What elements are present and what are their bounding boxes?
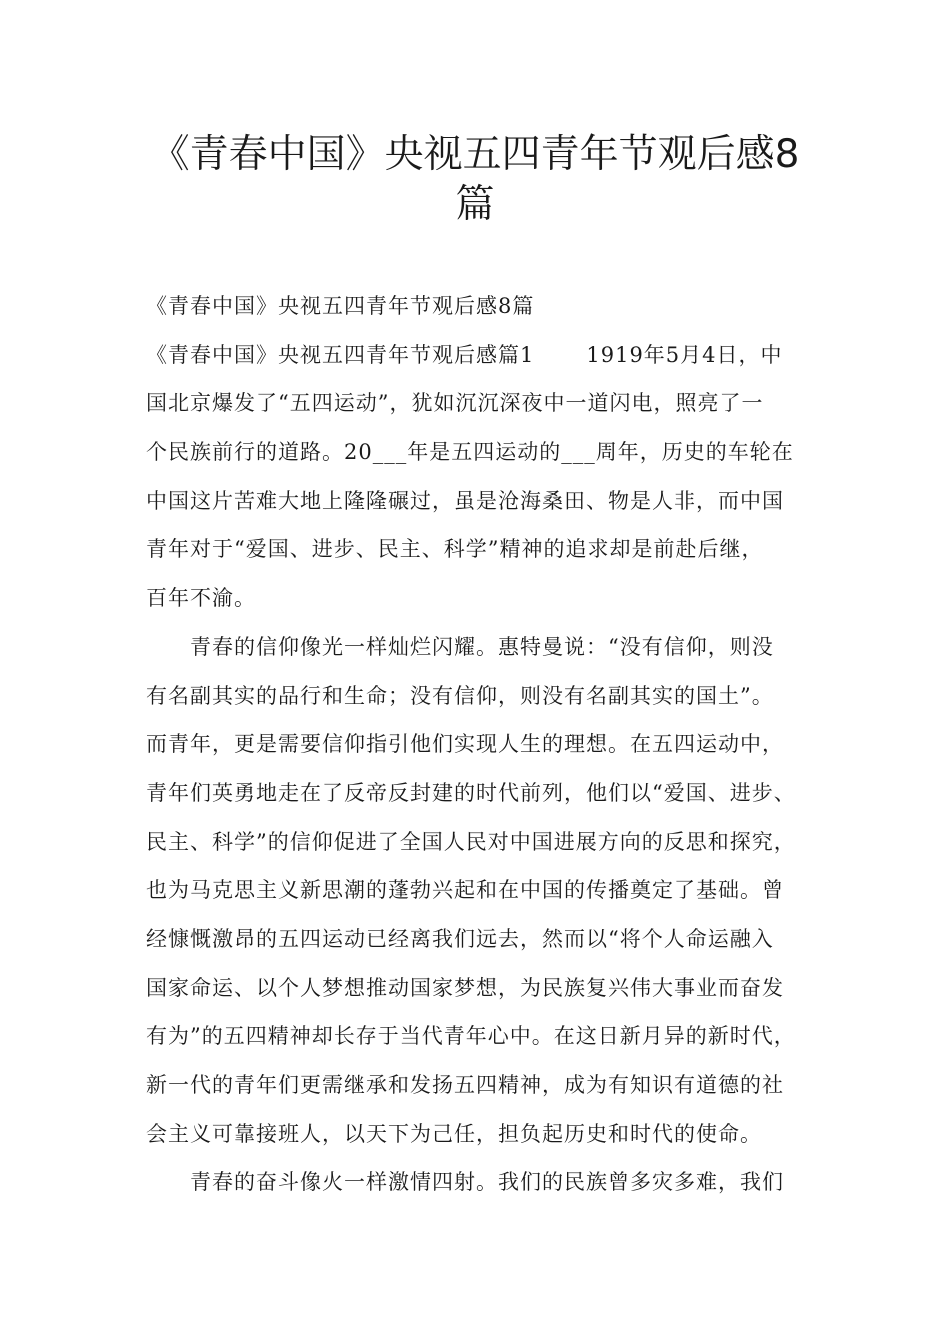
paragraph-line: 青年们英勇地走在了反帝反封建的时代前列，他们以“爱国、进步、 xyxy=(146,780,796,805)
paragraph-line: 而青年，更是需要信仰指引他们实现人生的理想。在五四运动中， xyxy=(146,732,784,757)
paragraph-line: 国家命运、以个人梦想推动国家梦想，为民族复兴伟大事业而奋发 xyxy=(146,975,784,1000)
paragraph-1-line-1-text: 1919年5月4日，中 xyxy=(586,342,783,367)
section-heading: 《青春中国》央视五四青年节观后感篇1 xyxy=(146,342,535,367)
paragraph-line: 有为”的五四精神却长存于当代青年心中。在这日新月异的新时代， xyxy=(146,1024,796,1049)
title-line-1: 《青春中国》央视五四青年节观后感8 xyxy=(150,132,800,177)
paragraph-line: 也为马克思主义新思潮的蓬勃兴起和在中国的传播奠定了基础。曾 xyxy=(146,878,784,903)
paragraph-line: 中国这片苦难大地上隆隆碾过，虽是沧海桑田、物是人非，而中国 xyxy=(146,488,784,513)
paragraph-line: 民主、科学”的信仰促进了全国人民对中国进展方向的反思和探究， xyxy=(146,829,796,854)
document-body xyxy=(146,282,814,1207)
paragraph-line: 青春的奋斗像火一样激情四射。我们的民族曾多灾多难，我们 xyxy=(190,1170,784,1195)
paragraph-line: 会主义可靠接班人，以天下为己任，担负起历史和时代的使命。 xyxy=(146,1121,762,1146)
paragraph-line: 青春的信仰像光一样灿烂闪耀。惠特曼说：“没有信仰，则没 xyxy=(190,634,774,659)
paragraph-3 xyxy=(146,1158,814,1207)
paragraph-line: 国北京爆发了“五四运动”，犹如沉沉深夜中一道闪电，照亮了一 xyxy=(146,391,764,416)
paragraph-line: 青年对于“爱国、进步、民主、科学”精神的追求却是前赴后继， xyxy=(146,537,764,562)
paragraph-line: 新一代的青年们更需继承和发扬五四精神，成为有知识有道德的社 xyxy=(146,1073,784,1097)
paragraph-line: 经慷慨激昂的五四运动已经离我们远去，然而以“将个人命运融入 xyxy=(146,926,774,951)
paragraph-line: 个民族前行的道路。20___年是五四运动的___周年，历史的车轮在 xyxy=(146,440,794,465)
document-subtitle: 《青春中国》央视五四青年节观后感8篇 xyxy=(146,294,535,318)
paragraph-1 xyxy=(146,331,814,623)
paragraph-1-line-1 xyxy=(146,331,814,380)
paragraph-line: 百年不渝。 xyxy=(146,586,256,611)
document-title xyxy=(100,130,850,230)
paragraph-line: 有名副其实的品行和生命；没有信仰，则没有名副其实的国土”。 xyxy=(146,683,774,708)
paragraph-2 xyxy=(146,623,814,1159)
title-line-2: 篇 xyxy=(455,182,495,227)
